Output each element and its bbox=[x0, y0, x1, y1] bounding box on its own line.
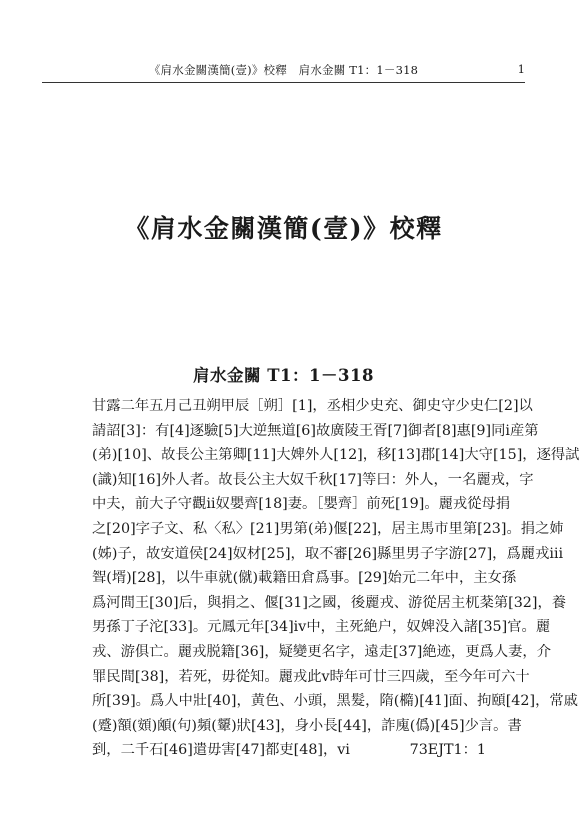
body-line: 男孫丁子沱[33]。元鳳元年[34]ⅳ中，主死絶户，奴婢没入諸[35]官。麗 bbox=[92, 619, 551, 636]
body-line: (姊)子，故安道侯[24]奴材[25]，取不審[26]縣里男子字游[27]，爲麗戎ⅲ bbox=[92, 545, 564, 562]
body-line: (蹙)額(頞)䪿(句)頻(顰)狀[43]，身小長[44]，詐廆(僞)[45]少言。書 bbox=[92, 717, 522, 734]
body-line-last bbox=[92, 738, 486, 763]
running-header bbox=[42, 60, 525, 83]
body-line: 所[39]。爲人中壯[40]，黄色、小頭，黑髮，隋(橢)[41]面、拘頤[42]，常戚 bbox=[92, 693, 578, 710]
body-line: 之[20]字子文、私〈私〉[21]男第(弟)偃[22]，居主馬市里第[23]。捐之姉 bbox=[92, 520, 564, 537]
chapter-title: 《肩水金關漢簡(壹)》校釋 bbox=[124, 214, 443, 243]
page-number: 1 bbox=[517, 62, 525, 76]
body-line: 請詔[3]：有[4]逐驗[5]大逆無道[6]故廣陵王胥[7]御者[8]惠[9]同ⅰ産第 bbox=[92, 422, 539, 439]
body-line: 甘露二年五月己丑朔甲辰［朔］[1]，丞相少史充、御史守少史仁[2]以 bbox=[92, 398, 533, 414]
body-line: 聟(壻)[28]，以牛車就(僦)載籍田倉爲事。[29]始元二年中，主女孫 bbox=[92, 570, 517, 587]
body-line: 戎、游俱亡。麗戎脱籍[36]，疑變更名字，遠走[37]絶迹，更爲人妻，介 bbox=[92, 643, 552, 660]
body-line-text: 到，二千石[46]遣毋害[47]都吏[48]，ⅵ bbox=[92, 742, 350, 759]
section-title: 肩水金關 T1：1－318 bbox=[193, 366, 374, 385]
running-title: 《肩水金關漢簡(壹)》校釋 肩水金關 T1：1－318 bbox=[148, 63, 419, 77]
body-line: (弟)[10]、故長公主第卿[11]大婢外人[12]，移[13]郡[14]大守[15]，逐得試 bbox=[92, 447, 579, 464]
body-line: (識)知[16]外人者。故長公主大奴千秋[17]等曰：外人，一名麗戎，字 bbox=[92, 471, 534, 488]
body-line: 中夫，前大子守觀ⅱ奴嬰齊[18]妻。［嬰齊］前死[19]。麗戎從母捐 bbox=[92, 496, 511, 513]
body-line: 爲河間王[30]后，與捐之、偃[31]之國，後麗戎、游從居主杌棻第[32]，養 bbox=[92, 594, 567, 611]
slip-number: 73EJT1：1 bbox=[409, 742, 486, 759]
transcription-body bbox=[92, 394, 579, 763]
body-line: 罪民間[38]，若死，毋從知。麗戎此ⅴ時年可廿三四歲，至今年可六十 bbox=[92, 668, 530, 685]
